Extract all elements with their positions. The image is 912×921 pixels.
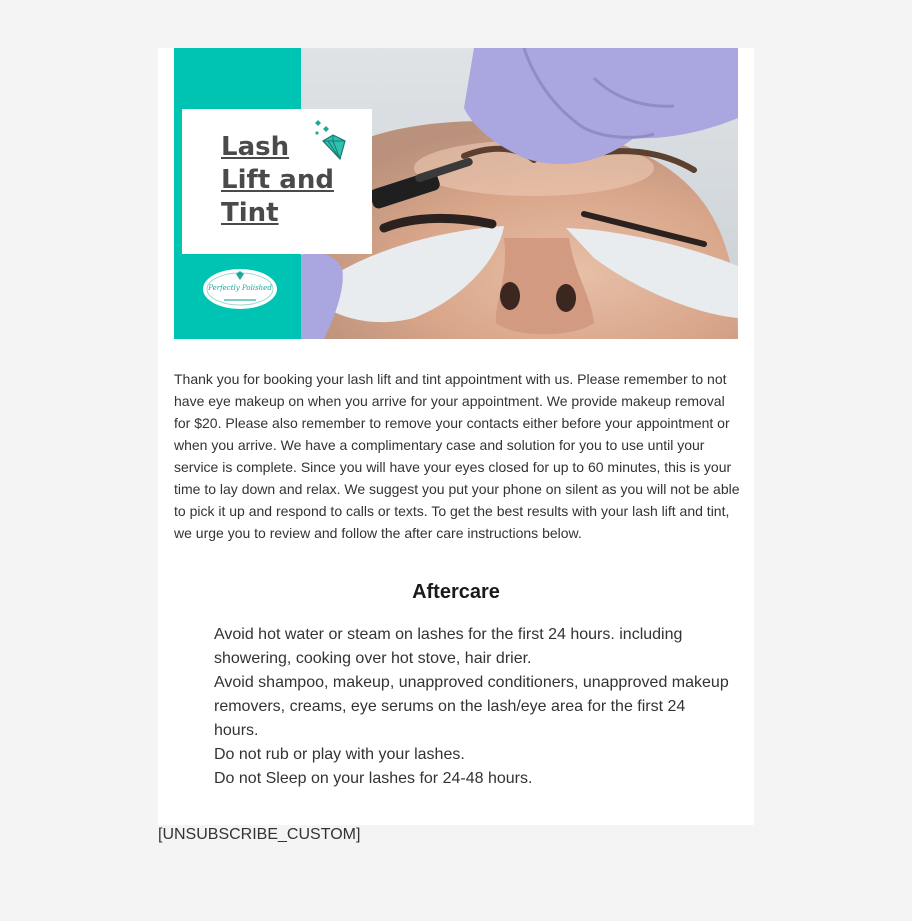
unsubscribe-link[interactable]: [UNSUBSCRIBE_CUSTOM] bbox=[158, 826, 361, 843]
list-item: Do not rub or play with your lashes. bbox=[214, 746, 465, 763]
aftercare-heading: Aftercare bbox=[412, 581, 500, 603]
list-item: Do not Sleep on your lashes for 24-48 hours. bbox=[214, 770, 533, 787]
hero-image bbox=[174, 48, 738, 339]
diamond-icon bbox=[313, 119, 349, 161]
brand-logo-text: Perfectly Polished bbox=[208, 284, 272, 292]
list-item: Avoid hot water or steam on lashes for the first 24 hours. including showering, cooking over hot stove, hair drier. bbox=[214, 626, 683, 667]
intro-paragraph: Thank you for booking your lash lift and tint appointment with us. Please remember to not have eye makeup on when you arrive for your appointment. We provide makeup removal for $20. Please also remember to remove your contacts either before your appointment or when you arrive. We have a complimentary case and solution for you to use until your service is complete. Since you will have your eyes closed for up to 60 minutes, this is your time to lay down and relax. We suggest you put your phone on silent as you will not be able to pick it up and respond to calls or texts. To get the best results with your lash lift and tint, we urge you to review and follow the after care instructions below. bbox=[174, 371, 740, 541]
email-card bbox=[158, 48, 754, 825]
list-item: Avoid shampoo, makeup, unapproved conditioners, unapproved makeup removers, creams, eye serums on the lash/eye area for the first 24 hours. bbox=[214, 674, 729, 739]
hero-title: Lash Lift and Tint bbox=[221, 132, 334, 228]
aftercare-list bbox=[214, 623, 734, 791]
title-card bbox=[182, 109, 372, 254]
